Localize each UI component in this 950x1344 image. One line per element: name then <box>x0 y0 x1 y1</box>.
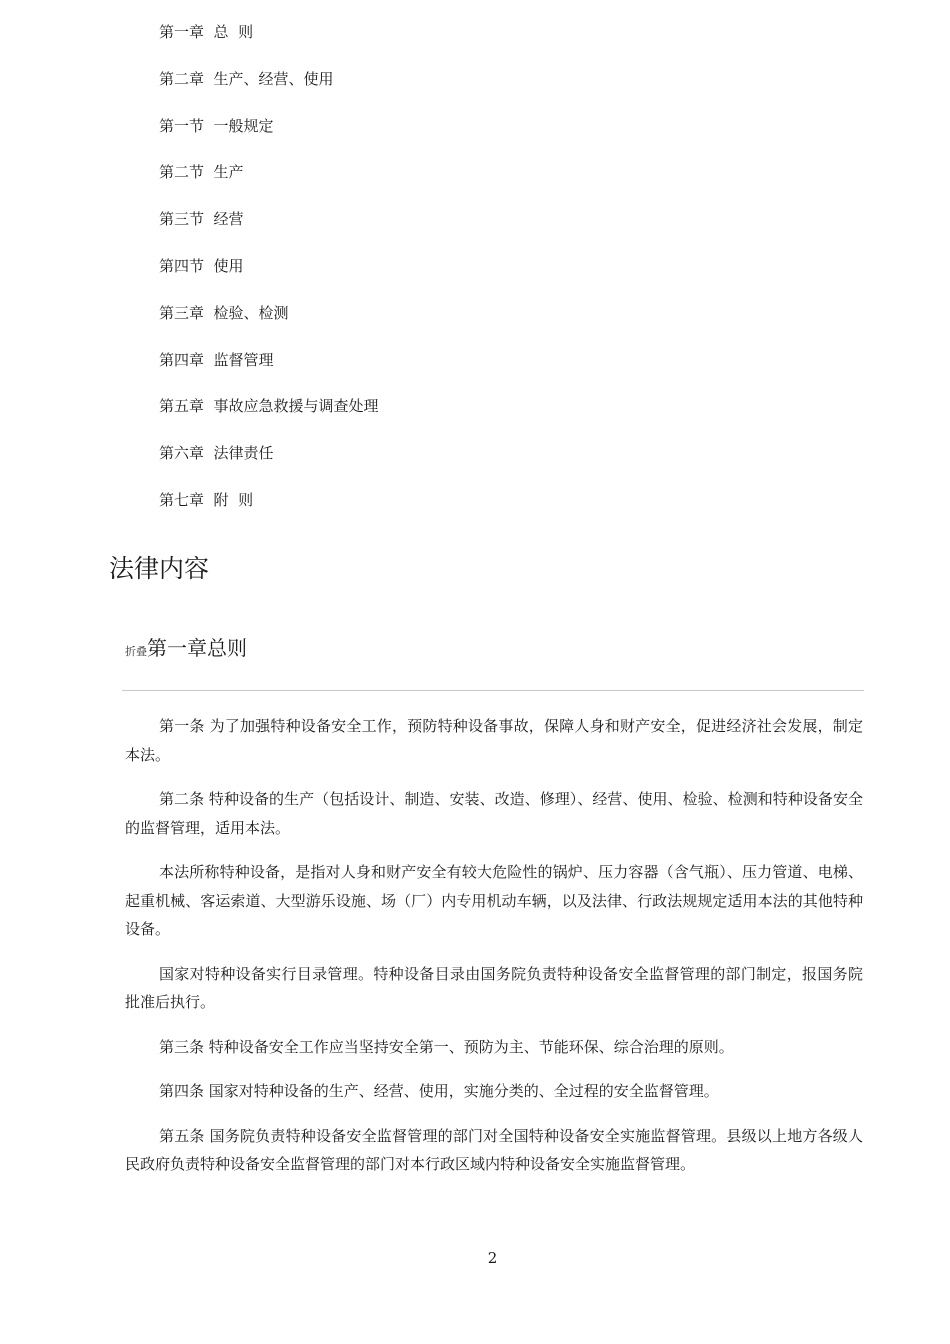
divider <box>122 690 864 691</box>
toc-item: 第六章 法律责任 <box>159 444 274 463</box>
toc-item: 第二节 生产 <box>159 163 244 182</box>
chapter-title: 第一章总则 <box>147 636 247 660</box>
toc-item: 第二章 生产、经营、使用 <box>159 69 334 88</box>
article-paragraph: 第二条 特种设备的生产（包括设计、制造、安装、改造、修理）、经营、使用、检验、检测和特种设备安全的监督管理，适用本法。 <box>125 790 863 837</box>
article-list <box>125 712 863 1195</box>
chapter-heading <box>125 632 247 661</box>
table-of-contents <box>159 20 379 535</box>
article-paragraph: 第一条 为了加强特种设备安全工作，预防特种设备事故，保障人身和财产安全，促进经济社会发展，制定本法。 <box>125 717 863 764</box>
article-paragraph: 第四条 国家对特种设备的生产、经营、使用，实施分类的、全过程的安全监督管理。 <box>159 1082 719 1100</box>
fold-toggle[interactable]: 折叠 <box>125 645 147 658</box>
toc-item: 第三章 检验、检测 <box>159 303 289 322</box>
toc-item: 第四章 监督管理 <box>159 350 274 369</box>
toc-item: 第一章 总 则 <box>159 23 254 41</box>
article-paragraph: 国家对特种设备实行目录管理。特种设备目录由国务院负责特种设备安全监督管理的部门制定，报国务院批准后执行。 <box>125 964 863 1011</box>
toc-item: 第四节 使用 <box>159 256 244 275</box>
toc-item: 第三节 经营 <box>159 210 244 229</box>
page-number: 2 <box>487 1249 498 1267</box>
article-paragraph: 第五条 国务院负责特种设备安全监督管理的部门对全国特种设备安全实施监督管理。县级以上地方各级人民政府负责特种设备安全监督管理的部门对本行政区域内特种设备安全实施监督管理。 <box>125 1126 863 1173</box>
article-paragraph: 第三条 特种设备安全工作应当坚持安全第一、预防为主、节能环保、综合治理的原则。 <box>159 1037 734 1056</box>
section-title: 法律内容 <box>109 554 210 583</box>
toc-item: 第一节 一般规定 <box>159 116 274 135</box>
toc-item: 第七章 附 则 <box>159 490 254 509</box>
article-paragraph: 本法所称特种设备，是指对人身和财产安全有较大危险性的锅炉、压力容器（含气瓶）、压力管道、电梯、起重机械、客运索道、大型游乐设施、场（厂）内专用机动车辆，以及法律、行政法规规定适用本法的其他特种设备。 <box>125 863 863 938</box>
toc-item: 第五章 事故应急救援与调查处理 <box>159 397 379 416</box>
